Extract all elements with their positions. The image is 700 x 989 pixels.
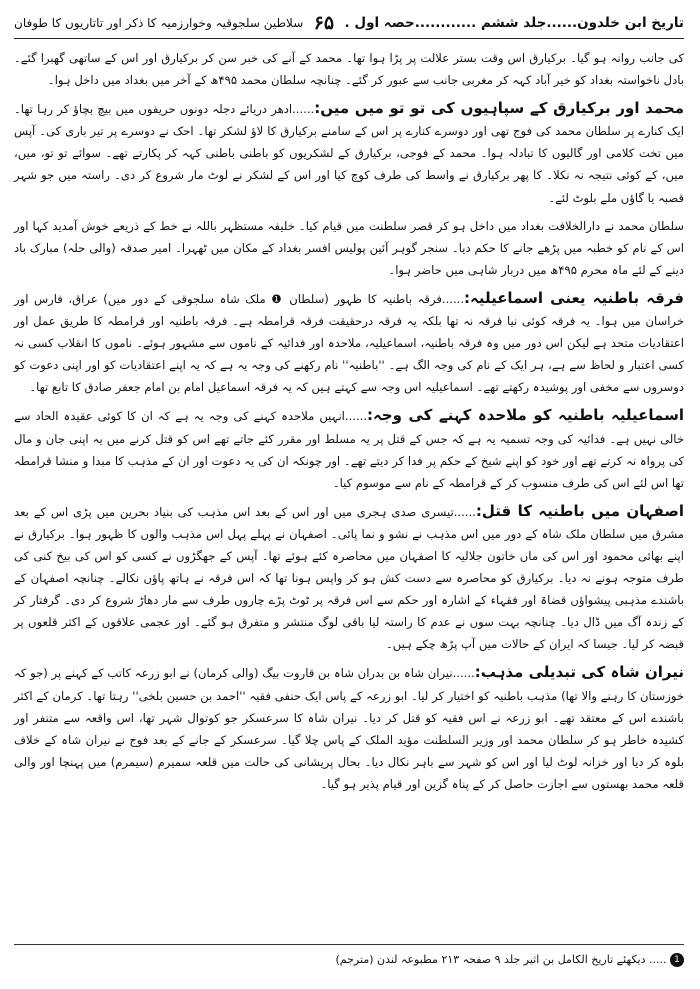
section-5-text: ......تیسری صدی ہجری میں اور اس کے بعد اس مذہب کی بنیاد بحرین میں پڑی اس کے بعد مشرق میں سلطان ملک شاہ کے دور میں اس مذہب نے نشو و نما پائی۔ اصفہان نے پہلے پہل اس مذہب والوں کا ظہور ہوا۔ برکیارق نے اپنے بھائی محمود اور اس کی ماں خاتون جلالیہ کا اصفہان میں محاصرہ کئے ہوئے تھا۔ آپس کے جھگڑوں نے کسی کو اس کی بیخ کنی کی طرف متوجہ ہونے نہ دیا۔ برکیارق کو محاصرہ سے دست کش ہو کر واپس ہونا تھا کہ اس فرقہ نے ہاتھ پاؤں نکالے۔ چنانچہ اصفہان کے باشندے مذہبی پیشواؤں قضاۃ اور فقہاء کے اشارہ اور حکم سے اس فرقہ پر ٹوٹ پڑے چاروں طرف سے مار دھاڑ شروع کر دی۔ گرفتار کر کے زندہ آگ میں ڈال دیا۔ چنانچہ بہت سوں نے عدم کا راستہ لیا باقی لوگ منتشر و متفرق ہو گئے۔ اور عجمی علاقوں کے اکثر قلعوں پر قبضہ کر لیا۔ جیسا کہ ایران کے حالات میں آپ پڑھ چکے ہیں۔ <box>14 504 684 652</box>
section-5 <box>14 500 684 656</box>
section-3-text: ......فرقہ باطنیہ کا ظہور (سلطان ❶ ملک شاہ سلجوقی کے دور میں) عراق، فارس اور خراسان میں ہوا۔ یہ فرقہ کوئی نیا فرقہ نہ تھا بلکہ یہ فرقہ درحقیقت فرقہ قرامطہ ہے۔ فرقہ باطنیہ اور قرامطہ کا طریق عمل اور اعتقادیات متحد ہے لیکن اس دور میں وہ فرقہ باطنیہ، اسماعیلیہ، ملاحدہ اور فدائیہ کے ناموں سے مشہور ہوئے۔ ناموں کا انقلاب کسی نہ کسی اعتبار و لحاظ سے ہے، ہر ایک کے نام کی وجہ الگ ہے۔ ''باطنیہ'' نام رکھنے کی وجہ یہ ہے کہ یہ اپنے اعتقادیات کو اور اپنی دعوت کو دوسروں سے مخفی اور پوشیدہ رکھتے تھے۔ اسماعیلیہ اس وجہ سے کہتے ہیں کہ یہ فرقہ اسماعیل امام بن امام جعفر صادق کا تابع تھا۔ <box>14 291 684 395</box>
chapter-title: سلاطین سلجوقیہ وخوارزمیہ کا ذکر اور تاتاریوں کا طوفان <box>14 16 304 30</box>
book-title: تاریخ ابن خلدون......جلد ششم ............حصہ اول . <box>344 15 684 31</box>
section-3 <box>14 287 684 398</box>
footnote-marker: 1 <box>670 953 684 967</box>
section-1-text: ......ادھر دریائے دجلہ دونوں حریفوں میں بیچ بچاؤ کر رہا تھا۔ ایک کنارے پر سلطان محمد کی فوج تھی اور دوسرے کنارے پر اس کے سامنے برکیارق کا لاؤ لشکر تھا۔ احک نے دوسرے پر تیر باری کی۔ آپس میں تخت کلامی اور گالیوں کا تبادلہ ہوا۔ محمد کے فوجی، برکیارق کے لشکریوں کو باطنی باطنی کہہ کر پکارتے تھے۔ سوائے تو تو، میں، میں، کے کوئی نتیجہ نہ نکلا۔ کا پھر برکیارق نے واسط کی طرف کوچ کیا اور اس کے لشکر نے لوٹ مار شروع کر دی۔ راستہ میں جو شہر قصبہ یا گاؤں ملے بلوٹ لئے۔ <box>14 102 684 205</box>
section-2 <box>14 215 684 281</box>
section-6 <box>14 661 684 795</box>
section-4-text: ......انہیں ملاحدہ کہنے کی وجہ یہ ہے کہ ان کا کوئی عقیدہ الحاد سے خالی نہیں ہے۔ فدائیہ کی وجہ تسمیہ یہ ہے کہ جس کے قتل پر یہ مسلط اور مقرر کئے جاتے تھے اس کو قتل کرنے میں یہ اپنی جان و مال کی پرواہ نہ کرتے تھے اور خود کو اپنے شیخ کے حکم پر فدا کر دیتے تھے۔ اور چونکہ ان کی یہ دعوت اور ان کے مذہب کا مبدا و منشا قرامطہ تھا اس لئے اس کی طرف منسوب کر کے قرامطہ کے نام سے موسوم کیا۔ <box>14 409 684 490</box>
page-body <box>14 47 684 795</box>
page-number: ۶۵ <box>313 12 335 34</box>
footnote-divider <box>14 944 684 945</box>
section-5-heading: اصفہان میں باطنیہ کا قتل: <box>475 501 684 520</box>
section-4 <box>14 404 684 493</box>
section-1-heading: محمد اور برکیارق کے سپاہیوں کی تو تو میں میں: <box>314 99 684 118</box>
section-2-text: سلطان محمد نے دارالخلافت بغداد میں داخل ہو کر قصر سلطنت میں قیام کیا۔ خلیفہ مستظہر باللہ نے خط کے ذریعے خوش آمدید کہا اور اس کے نام کو خطبہ میں پڑھے جانے کا حکم دیا۔ سنجر گوہر آئین پولیس افسر بغداد کے مکان میں ٹھہرا۔ امیر صدقہ (والی حلہ) مبارک باد دینے کے لئے ماہ محرم ۴۹۵ھ میں دربار شاہی میں حاضر ہوا۔ <box>14 218 684 277</box>
section-6-text: ......نیران شاہ بن بدران شاہ بن قاروت بیگ (والی کرمان) نے ابو زرعہ کاتب کے کہنے پر (جو کہ خوزستان کا رہنے والا تھا) مذہب باطنیہ کو اختیار کر لیا۔ ابو زرعہ کے پاس ایک حنفی فقیہ ''احمد بن حسین بلخی'' رہتا تھا۔ کرمان کے اکثر باشندے اس کے معتقد تھے۔ ابو زرعہ نے اس فقیہ کو قتل کر دیا۔ نیران شاہ کا سرعسکر جو کوتوال شہر تھا، اس واقعہ سے متنفر اور کشیدہ خاطر ہو کر سلطان محمد اور وزیر السلطنت مؤید الملک کے پاس چلا گیا۔ سرعسکر کے جانے کے بعد فوج نے نیران شاہ کے خلاف بلوہ کر دیا اور خزانہ لوٹ لیا اور اس کو شہر سے باہر نکال دیا۔ بحال پریشانی کی حالت میں قلعہ سمیرم (سیمرم) میں پہنچا اور والی قلعہ محمد بھستوں سے اجازت حاصل کر کے پناہ گزین اور قیام پذیر ہو گیا۔ <box>14 666 684 791</box>
section-4-heading: اسماعیلیہ باطنیہ کو ملاحدہ کہنے کی وجہ: <box>367 406 685 425</box>
section-3-heading: فرقہ باطنیہ یعنی اسماعیلیہ: <box>464 288 684 307</box>
section-1 <box>14 97 684 208</box>
running-header <box>14 8 684 39</box>
intro-paragraph: کی جانب روانہ ہو گیا۔ برکیارق اس وقت بستر علالت پر پڑا ہوا تھا۔ محمد کے آنے کی خبر سن کر برکیارق اور اس کے ساتھی گھبرا گئے۔ بادل ناخواستہ بغداد کو خیر آباد کہہ کر مغربی جانب سے عبور کر گئے۔ چنانچہ سلطان محمد ۴۹۵ھ کے آخر میں بغداد میں داخل ہوا۔ <box>14 51 684 88</box>
footnote-text: ..... دیکھئے تاریخ الکامل بن اثیر جلد ۹ صفحہ ۲۱۳ مطبوعہ لندن (مترجم) <box>335 953 667 966</box>
section-6-heading: نیران شاہ کی تبدیلی مذہب: <box>474 663 684 682</box>
footnote <box>14 953 684 967</box>
